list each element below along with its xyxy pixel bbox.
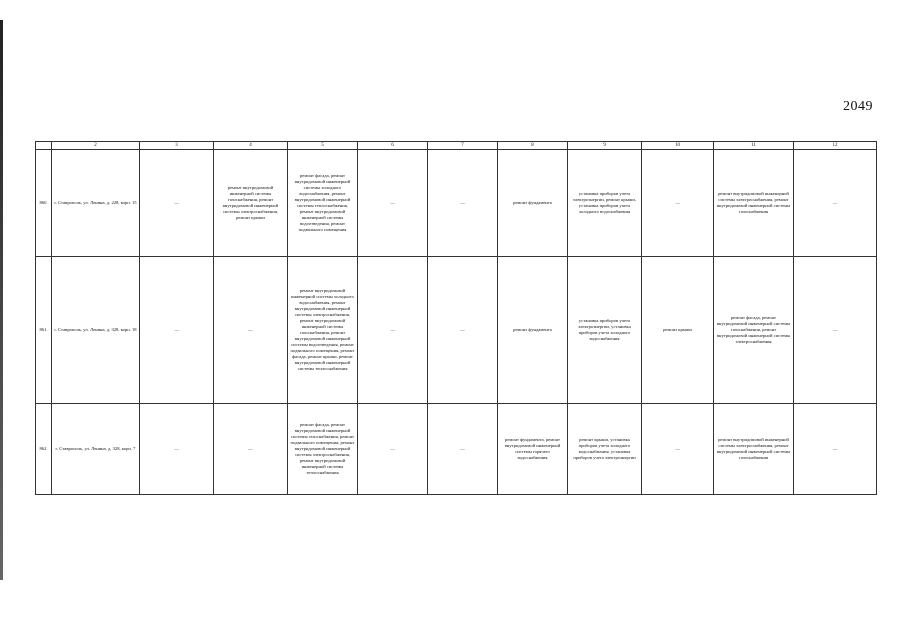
dash-cell: — (428, 257, 498, 404)
header-cell: 10 (642, 142, 714, 150)
works-cell: установка приборов учета электроэнергии, ремонт крыши, установка приборов учета холодного водоснабжения (568, 150, 642, 257)
dash-cell: — (140, 150, 214, 257)
dash-cell: — (358, 404, 428, 495)
address-cell: г. Ставрополь, ул. Ленина, д. 328, корп. 18 (52, 257, 140, 404)
works-cell: ремонт крыши, установка приборов учета холодного водоснабжения, установка приборов учета электроэнергии (568, 404, 642, 495)
header-cell: 9 (568, 142, 642, 150)
header-row (36, 142, 877, 150)
dash-cell: — (214, 404, 288, 495)
works-cell: установка приборов учета электроэнергии, установка приборов учета холодного водоснабжения (568, 257, 642, 404)
table-row (36, 257, 877, 404)
page-number: 2049 (843, 99, 873, 114)
dash-cell: — (428, 404, 498, 495)
row-number: 862. (36, 404, 52, 495)
header-cell: 5 (288, 142, 358, 150)
dash-cell: — (140, 404, 214, 495)
row-number: 861. (36, 257, 52, 404)
header-cell: 3 (140, 142, 214, 150)
dash-cell: — (214, 257, 288, 404)
table-row (36, 404, 877, 495)
works-cell: ремонт внутридомовой инженерной системы холодного водоснабжения, ремонт внутридомовой инженерной системы электроснабжения, ремонт внутридомовой инженерной системы газоснабжения, ремонт внутридомовой инженерной системы водоотведения, ремонт подвального помещения, ремонт фасада, ремонт крыши, ремонт внутридомовой инженерной системы теплоснабжения (288, 257, 358, 404)
dash-cell: — (358, 257, 428, 404)
header-cell: 8 (498, 142, 568, 150)
dash-cell: — (358, 150, 428, 257)
scan-edge-mark (0, 20, 3, 580)
dash-cell: — (140, 257, 214, 404)
works-cell: ремонт фасада, ремонт внутридомовой инженерной системы газоснабжения, ремонт подвального помещения, ремонт внутридомовой инженерной системы электроснабжения, ремонт внутридомовой инженерной системы теплоснабжения (288, 404, 358, 495)
address-cell: г. Ставрополь, ул. Ленина, д. 328, корп. 7 (52, 404, 140, 495)
works-cell: ремонт фундамента (498, 150, 568, 257)
header-cell: 2 (52, 142, 140, 150)
header-cell: 12 (794, 142, 877, 150)
table-row (36, 150, 877, 257)
works-cell: ремонт фасада, ремонт внутридомовой инженерной системы холодного водоснабжения, ремонт внутридомовой инженерной системы теплоснабжения, ремонт внутридомовой инженерной системы водоотведения, ремонт подвального помещения (288, 150, 358, 257)
works-cell: ремонт внутридомовой инженерной системы электроснабжения, ремонт внутридомовой инженерной системы газоснабжения (714, 404, 794, 495)
works-cell: ремонт фундамента, ремонт внутридомовой инженерной системы горячего водоснабжения (498, 404, 568, 495)
row-number: 860. (36, 150, 52, 257)
address-cell: г. Ставрополь, ул. Ленина, д. 228, корп. 15 (52, 150, 140, 257)
header-cell: 6 (358, 142, 428, 150)
repair-schedule-table (35, 141, 877, 495)
header-cell: 11 (714, 142, 794, 150)
dash-cell: — (642, 404, 714, 495)
dash-cell: — (642, 150, 714, 257)
header-cell (36, 142, 52, 150)
dash-cell: — (428, 150, 498, 257)
works-cell: ремонт фундамента (498, 257, 568, 404)
header-cell: 4 (214, 142, 288, 150)
dash-cell: — (794, 404, 877, 495)
dash-cell: — (794, 257, 877, 404)
works-cell: ремонт фасада, ремонт внутридомовой инженерной системы газоснабжения, ремонт внутридомовой инженерной системы электроснабжения (714, 257, 794, 404)
dash-cell: — (794, 150, 877, 257)
works-cell: ремонт внутридомовой инженерной системы электроснабжения, ремонт внутридомовой инженерной системы газоснабжения (714, 150, 794, 257)
works-cell: ремонт крыши (642, 257, 714, 404)
header-cell: 7 (428, 142, 498, 150)
works-cell: ремонт внутридомовой инженерной системы газоснабжения, ремонт внутридомовой инженерной системы электроснабжения, ремонт крыши (214, 150, 288, 257)
